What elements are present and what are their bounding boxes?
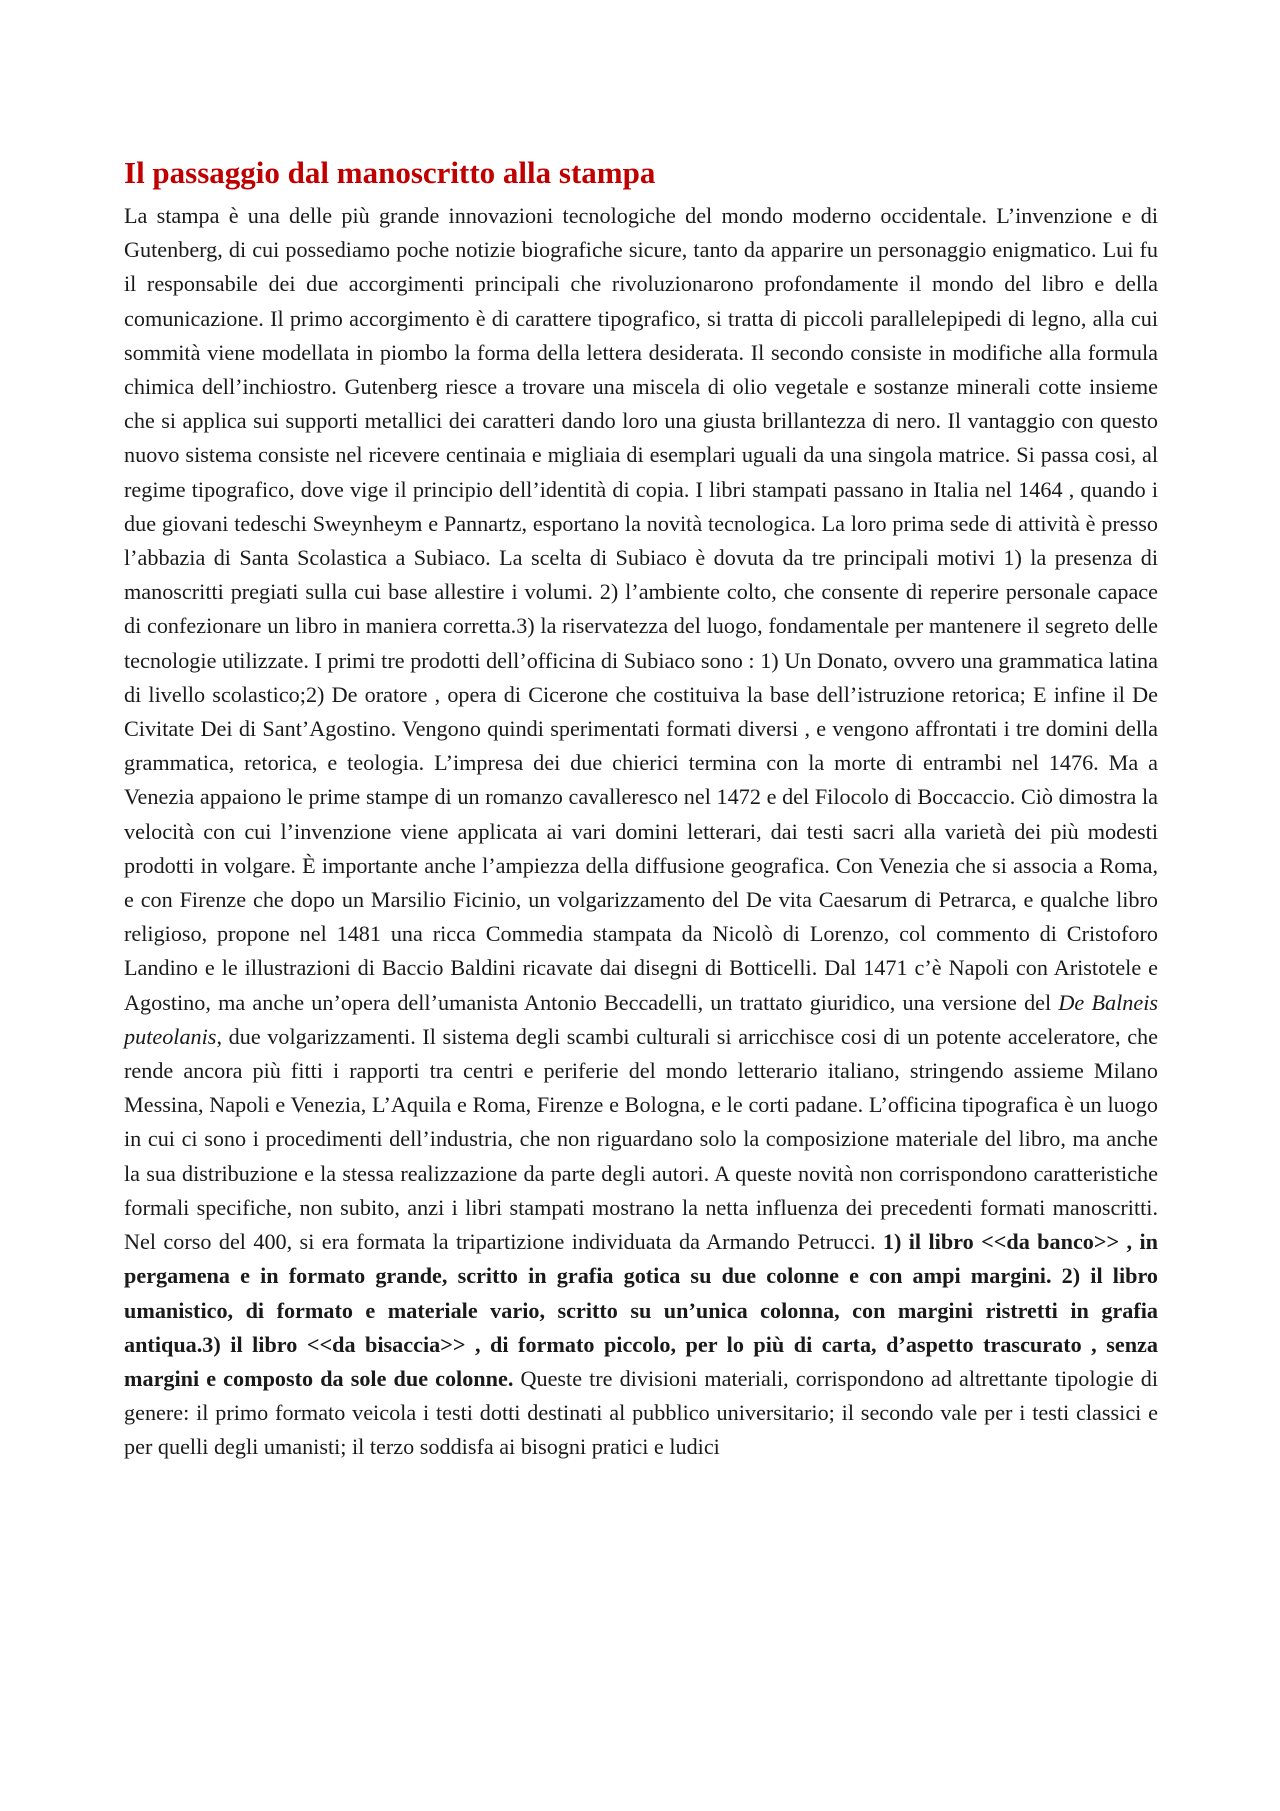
paragraph-text-part-2: , due volgarizzamenti. Il sistema degli scambi culturali si arricchisce cosi di un potente acceleratore, che rende ancora più fitti i rapporti tra centri e periferie del mondo letterario italiano, stringendo assieme Milano Messina, Napoli e Venezia, L’Aquila e Roma, Firenze e Bologna, e le corti padane. L’officina tipografica è un luogo in cui ci sono i procedimenti dell’industria, che non riguardano solo la composizione materiale del libro, ma anche la sua distribuzione e la stessa realizzazione da parte degli autori. A queste novità non corrispondono caratteristiche formali specifiche, non subito, anzi i libri stampati mostrano la netta influenza dei precedenti formati manoscritti. Nel corso del 400, si era formata la tripartizione individuata da Armando Petrucci. [124, 1023, 1158, 1255]
document-content [124, 155, 1158, 1465]
body-paragraph [124, 199, 1158, 1465]
italic-title-de-balneis: De Balneis puteolanis [124, 989, 1158, 1049]
page-title: Il passaggio dal manoscritto alla stampa [124, 155, 656, 190]
paragraph-text-part-3: Queste tre divisioni materiali, corrispondono ad altrettante tipologie di genere: il primo formato veicola i testi dotti destinati al pubblico universitario; il secondo vale per i testi classici e per quelli degli umanisti; il terzo soddisfa ai bisogni pratici e ludici [124, 1365, 1159, 1460]
paragraph-text-part-1: La stampa è una delle più grande innovazioni tecnologiche del mondo moderno occidentale. L’invenzione e di Gutenberg, di cui possediamo poche notizie biografiche sicure, tanto da apparire un personaggio enigmatico. Lui fu il responsabile dei due accorgimenti principali che rivoluzionarono profondamente il mondo del libro e della comunicazione. Il primo accorgimento è di carattere tipografico, si tratta di piccoli parallelepipedi di legno, alla cui sommità viene modellata in piombo la forma della lettera desiderata. Il secondo consiste in modifiche alla formula chimica dell’inchiostro. Gutenberg riesce a trovare una miscela di olio vegetale e sostanze minerali cotte insieme che si applica sui supporti metallici dei caratteri dando loro una giusta brillantezza di nero. Il vantaggio con questo nuovo sistema consiste nel ricevere centinaia e migliaia di esemplari uguali da una singola matrice. Si passa cosi, al regime tipografico, dove vige il principio dell’identità di copia. I libri stampati passano in Italia nel 1464 , quando i due giovani tedeschi Sweynheym e Pannartz, esportano la novità tecnologica. La loro prima sede di attività è presso l’abbazia di Santa Scolastica a Subiaco. La scelta di Subiaco è dovuta da tre principali motivi 1) la presenza di manoscritti pregiati sulla cui base allestire i volumi. 2) l’ambiente colto, che consente di reperire personale capace di confezionare un libro in maniera corretta.3) la riservatezza del luogo, fondamentale per mantenere il segreto delle tecnologie utilizzate. I primi tre prodotti dell’officina di Subiaco sono : 1) Un Donato, ovvero una grammatica latina di livello scolastico;2) De oratore , opera di Cicerone che costituiva la base dell’istruzione retorica; E infine il De Civitate Dei di Sant’Agostino. Vengono quindi sperimentati formati diversi , e vengono affrontati i tre domini della grammatica, retorica, e teologia. L’impresa dei due chierici termina con la morte di entrambi nel 1476. Ma a Venezia appaiono le prime stampe di un romanzo cavalleresco nel 1472 e del Filocolo di Boccaccio. Ciò dimostra la velocità con cui l’invenzione viene applicata ai vari domini letterari, dai testi sacri alla varietà dei più modesti prodotti in volgare. È importante anche l’ampiezza della diffusione geografica. Con Venezia che si associa a Roma, e con Firenze che dopo un Marsilio Ficinio, un volgarizzamento del De vita Caesarum di Petrarca, e qualche libro religioso, propone nel 1481 una ricca Commedia stampata da Nicolò di Lorenzo, col commento di Cristoforo Landino e le illustrazioni di Baccio Baldini ricavate dai disegni di Botticelli. Dal 1471 c’è Napoli con Aristotele e Agostino, ma anche un’opera dell’umanista Antonio Beccadelli, un trattato giuridico, una versione del [124, 203, 1158, 1015]
bold-tripartition-text: 1) il libro <<da banco>> , in pergamena e in formato grande, scritto in grafia gotica su due colonne e con ampi margini. 2) il libro umanistico, di formato e materiale vario, scritto su un’unica colonna, con margini ristretti in grafia antiqua.3) il libro <<da bisaccia>> , di formato piccolo, per lo più di carta, d’aspetto trascurato , senza margini e composto da sole due colonne. [124, 1229, 1158, 1391]
